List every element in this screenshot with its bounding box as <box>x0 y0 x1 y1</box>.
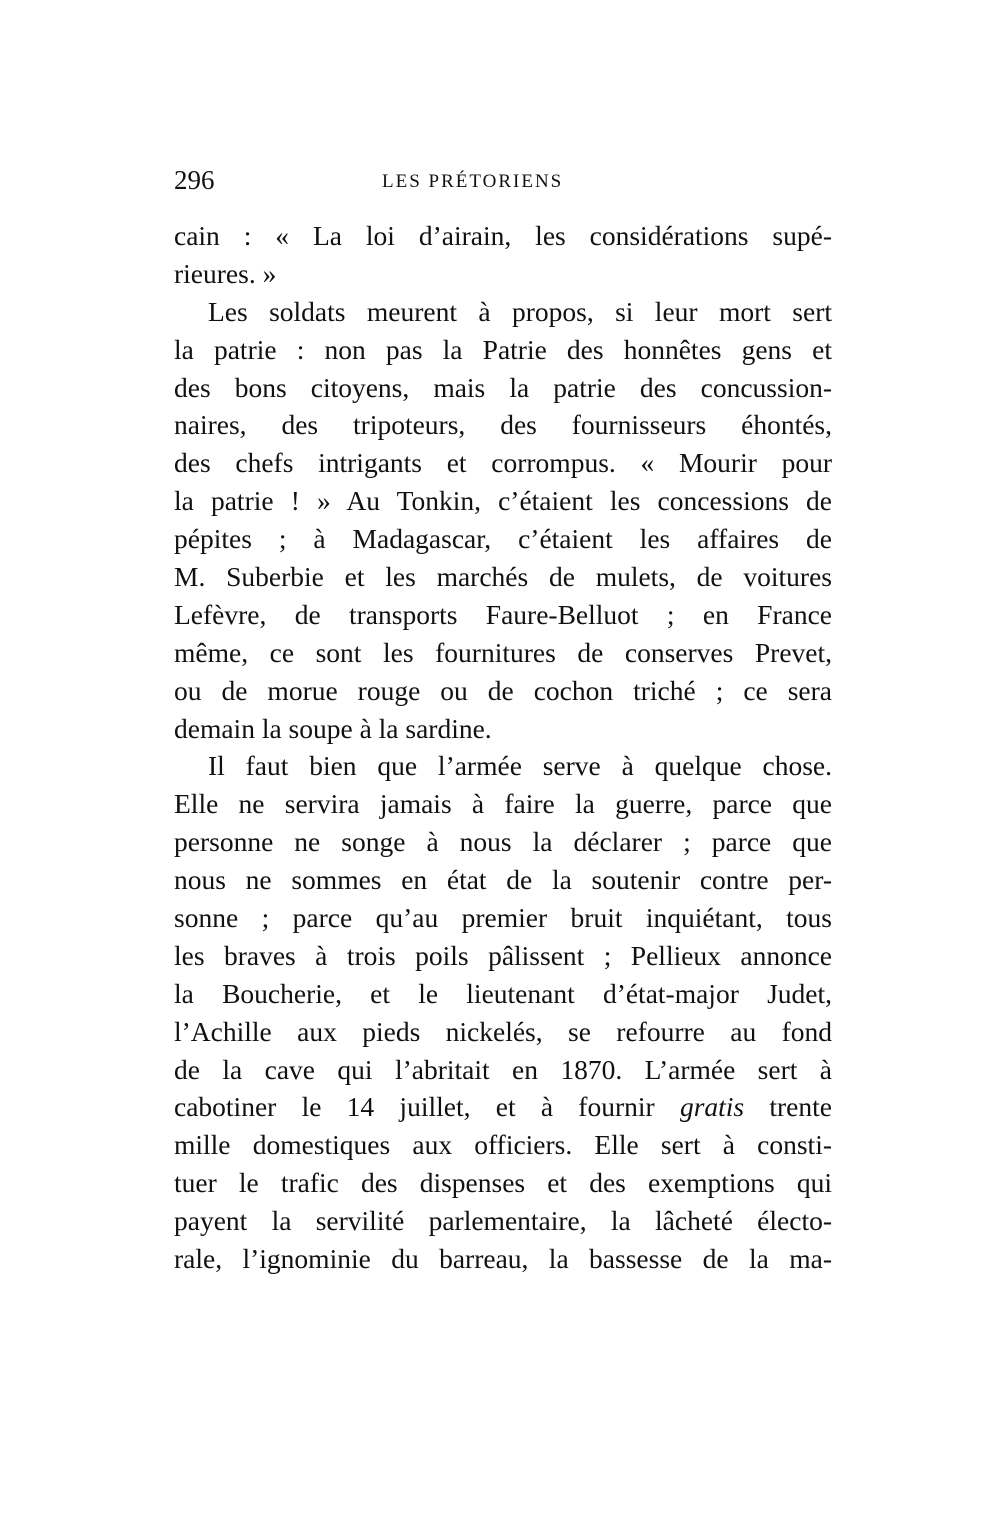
page-number: 296 <box>174 165 215 195</box>
page-header <box>174 160 832 200</box>
text-line: mille domestiques aux officiers. Elle sert à consti- <box>174 1129 832 1161</box>
text-line: des bons citoyens, mais la patrie des concussion- <box>174 371 832 403</box>
text-line: la patrie ! » Au Tonkin, c’étaient les concessions de <box>174 485 832 517</box>
text-line: les braves à trois poils pâlissent ; Pellieux annonce <box>174 939 832 971</box>
italic-word: gratis <box>679 1091 745 1123</box>
text-line: Lefèvre, de transports Faure-Belluot ; en France <box>174 598 832 630</box>
text-line: pépites ; à Madagascar, c’étaient les affaires de <box>174 523 832 555</box>
body-text <box>174 217 832 1278</box>
text-line: rieures. » <box>174 257 277 289</box>
text-line: naires, des tripoteurs, des fournisseurs éhontés, <box>174 409 832 441</box>
text-line: Les soldats meurent à propos, si leur mort sert <box>208 295 832 327</box>
text-line: Elle ne servira jamais à faire la guerre, parce que <box>174 788 832 820</box>
text-line: Il faut bien que l’armée serve à quelque chose. <box>208 750 832 782</box>
text-line: la patrie : non pas la Patrie des honnêtes gens et <box>174 333 832 365</box>
text-line: des chefs intrigants et corrompus. « Mourir pour <box>174 447 832 479</box>
text-line: demain la soupe à la sardine. <box>174 712 492 744</box>
text-line: nous ne sommes en état de la soutenir contre per- <box>174 864 832 896</box>
text-line: cabotiner le 14 juillet, et à fournir gratis trente <box>174 1091 832 1123</box>
running-title: LES PRÉTORIENS <box>382 171 564 192</box>
text-line: ou de morue rouge ou de cochon triché ; ce sera <box>174 674 832 706</box>
text-line: personne ne songe à nous la déclarer ; parce que <box>174 826 832 858</box>
text-line: de la cave qui l’abritait en 1870. L’armée sert à <box>174 1053 832 1085</box>
text-line: sonne ; parce qu’au premier bruit inquiétant, tous <box>174 902 832 934</box>
text-line: rale, l’ignominie du barreau, la bassesse de la ma- <box>174 1243 832 1275</box>
text-line: cain : « La loi d’airain, les considérations supé- <box>174 220 832 251</box>
text-line: M. Suberbie et les marchés de mulets, de voitures <box>174 561 832 593</box>
text-line: la Boucherie, et le lieutenant d’état-major Judet, <box>174 977 832 1009</box>
text-line: même, ce sont les fournitures de conserves Prevet, <box>174 636 832 668</box>
text-line: l’Achille aux pieds nickelés, se refourre au fond <box>174 1015 832 1047</box>
text-line: payent la servilité parlementaire, la lâcheté électo- <box>174 1205 832 1237</box>
text-line: tuer le trafic des dispenses et des exemptions qui <box>174 1167 832 1199</box>
